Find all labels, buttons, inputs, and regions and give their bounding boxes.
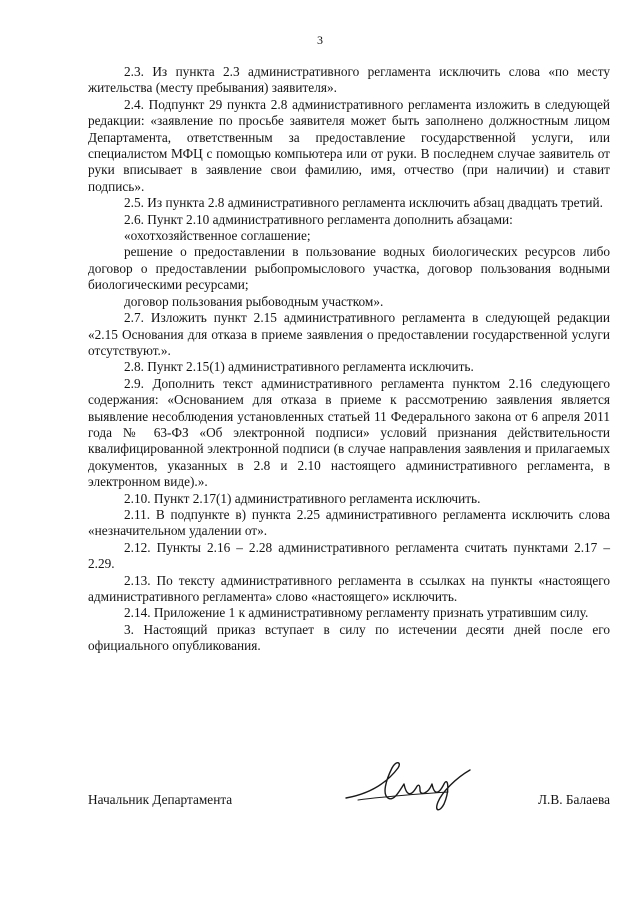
paragraph-2-9: 2.9. Дополнить текст административного регламента пунктом 2.16 следующего содержания: «Основанием для отказа в приеме к рассмотрению заявления является выявление несоблюдения установленных статьей 11 Федерального закона от 6 апреля 2011 года № 63-ФЗ «Об электронной подписи» условий признания действительности квалифицированной электронной подписи (в случае направления заявления и прилагаемых документов, указанных в 2.8 и 2.10 настоящего административного регламента, в электронном виде).». (88, 375, 610, 490)
paragraph-2-11: 2.11. В подпункте в) пункта 2.25 административного регламента исключить слова «незначительном удалении от». (88, 506, 610, 539)
page-number: 3 (317, 33, 323, 47)
paragraph-2-6-item-2: решение о предоставлении в пользование водных биологических ресурсов либо договор о предоставлении рыбопромыслового участка, договор пользования водными биологическими ресурсами; (88, 244, 610, 293)
paragraph-2-10: 2.10. Пункт 2.17(1) административного регламента исключить. (124, 490, 481, 506)
paragraph-2-5: 2.5. Из пункта 2.8 административного регламента исключить абзац двадцать третий. (124, 195, 603, 211)
paragraph-2-12: 2.12. Пункты 2.16 – 2.28 административного регламента считать пунктами 2.17 – 2.29. (88, 539, 610, 572)
paragraph-2-8: 2.8. Пункт 2.15(1) административного регламента исключить. (124, 359, 474, 375)
handwritten-signature (338, 754, 478, 816)
paragraph-2-6: 2.6. Пункт 2.10 административного регламента дополнить абзацами: (124, 211, 513, 227)
signatory-title: Начальник Департамента (88, 792, 233, 807)
document-body (88, 64, 610, 655)
paragraph-2-6-item-1: «охотхозяйственное соглашение; (124, 228, 311, 244)
paragraph-3: 3. Настоящий приказ вступает в силу по истечении десяти дней после его официального опубликования. (88, 621, 610, 654)
paragraph-2-14: 2.14. Приложение 1 к административному регламенту признать утратившим силу. (124, 605, 589, 621)
paragraph-2-4: 2.4. Подпункт 29 пункта 2.8 административного регламента изложить в следующей редакции: «заявление по просьбе заявителя может быть заполнено должностным лицом Департамента, ответственным за предоставление государственной услуги, или специалистом МФЦ с помощью компьютера или от руки. В последнем случае заявитель от руки вписывает в заявление свои фамилию, имя, отчество (при наличии) и ставит подпись». (88, 96, 610, 194)
paragraph-2-3: 2.3. Из пункта 2.3 административного регламента исключить слова «по месту жительства (месту пребывания) заявителя». (88, 64, 610, 96)
signatory-name: Л.В. Балаева (538, 792, 610, 807)
paragraph-2-6-item-3: договор пользования рыбоводным участком». (124, 293, 384, 309)
paragraph-2-13: 2.13. По тексту административного регламента в ссылках на пункты «настоящего административного регламента» слово «настоящего» исключить. (88, 572, 610, 604)
paragraph-2-7: 2.7. Изложить пункт 2.15 административного регламента в следующей редакции «2.15 Основания для отказа в приеме заявления о предоставлении государственной услуги отсутствуют.». (88, 310, 610, 358)
